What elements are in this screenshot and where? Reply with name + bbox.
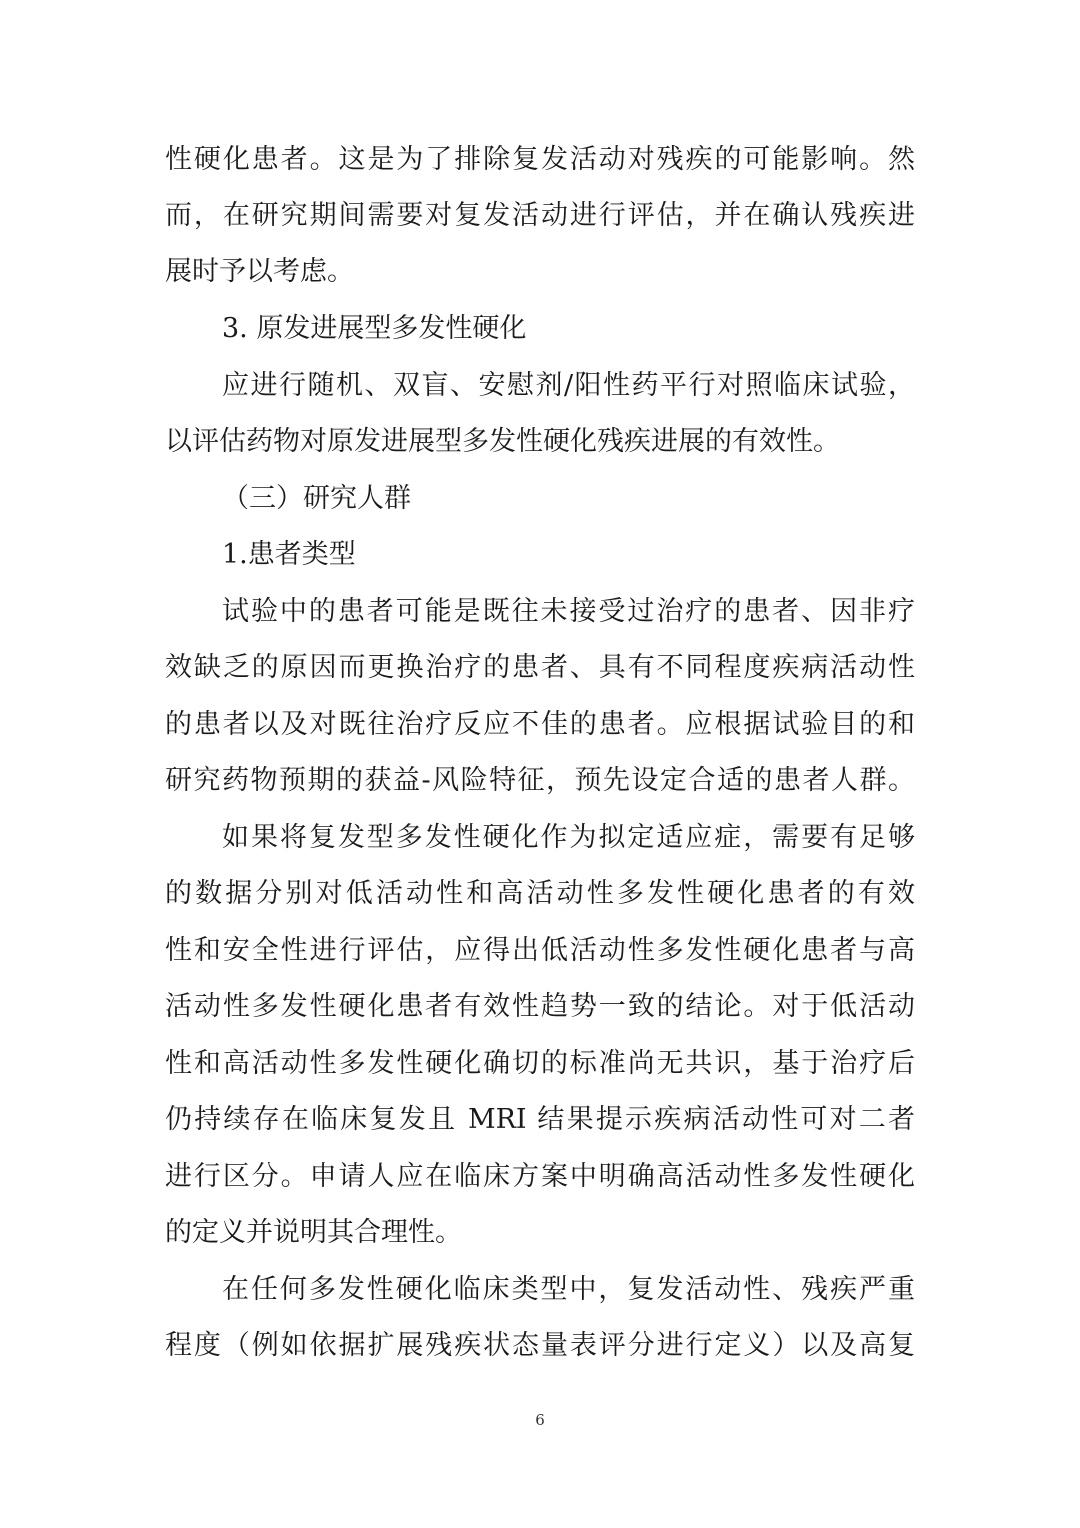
paragraph-line: 效缺乏的原因而更换治疗的患者、具有不同程度疾病活动性 — [165, 652, 915, 683]
paragraph-line: 程度（例如依据扩展残疾状态量表评分进行定义）以及高复 — [165, 1330, 915, 1361]
section-heading: （三）研究人群 — [222, 483, 411, 514]
paragraph-line: 仍持续存在临床复发且 MRI 结果提示疾病活动性可对二者 — [165, 1104, 915, 1135]
section-heading: 3. 原发进展型多发性硬化 — [222, 313, 527, 344]
paragraph-line: 的数据分别对低活动性和高活动性多发性硬化患者的有效 — [165, 878, 915, 909]
paragraph-line: 的患者以及对既往治疗反应不佳的患者。应根据试验目的和 — [165, 709, 915, 740]
paragraph-line: 在任何多发性硬化临床类型中，复发活动性、残疾严重 — [222, 1274, 915, 1305]
paragraph-line: 研究药物预期的获益-风险特征，预先设定合适的患者人群。 — [165, 765, 915, 796]
paragraph-line: 活动性多发性硬化患者有效性趋势一致的结论。对于低活动 — [165, 991, 915, 1022]
subsection-heading: 1.患者类型 — [222, 539, 356, 570]
page-number: 6 — [535, 1411, 545, 1429]
paragraph-line: 应进行随机、双盲、安慰剂/阳性药平行对照临床试验， — [222, 370, 915, 401]
paragraph-line: 性和高活动性多发性硬化确切的标准尚无共识，基于治疗后 — [165, 1048, 915, 1079]
paragraph-line: 如果将复发型多发性硬化作为拟定适应症，需要有足够 — [222, 822, 915, 853]
paragraph-line: 以评估药物对原发进展型多发性硬化残疾进展的有效性。 — [165, 426, 840, 457]
paragraph-line: 性和安全性进行评估，应得出低活动性多发性硬化患者与高 — [165, 935, 915, 966]
paragraph-line: 展时予以考虑。 — [165, 256, 354, 287]
paragraph-line: 而，在研究期间需要对复发活动进行评估，并在确认残疾进 — [165, 200, 915, 231]
paragraph-line: 试验中的患者可能是既往未接受过治疗的患者、因非疗 — [222, 596, 915, 627]
paragraph-line: 进行区分。申请人应在临床方案中明确高活动性多发性硬化 — [165, 1161, 915, 1192]
paragraph-line: 的定义并说明其合理性。 — [165, 1217, 462, 1248]
paragraph-line: 性硬化患者。这是为了排除复发活动对残疾的可能影响。然 — [165, 144, 915, 175]
